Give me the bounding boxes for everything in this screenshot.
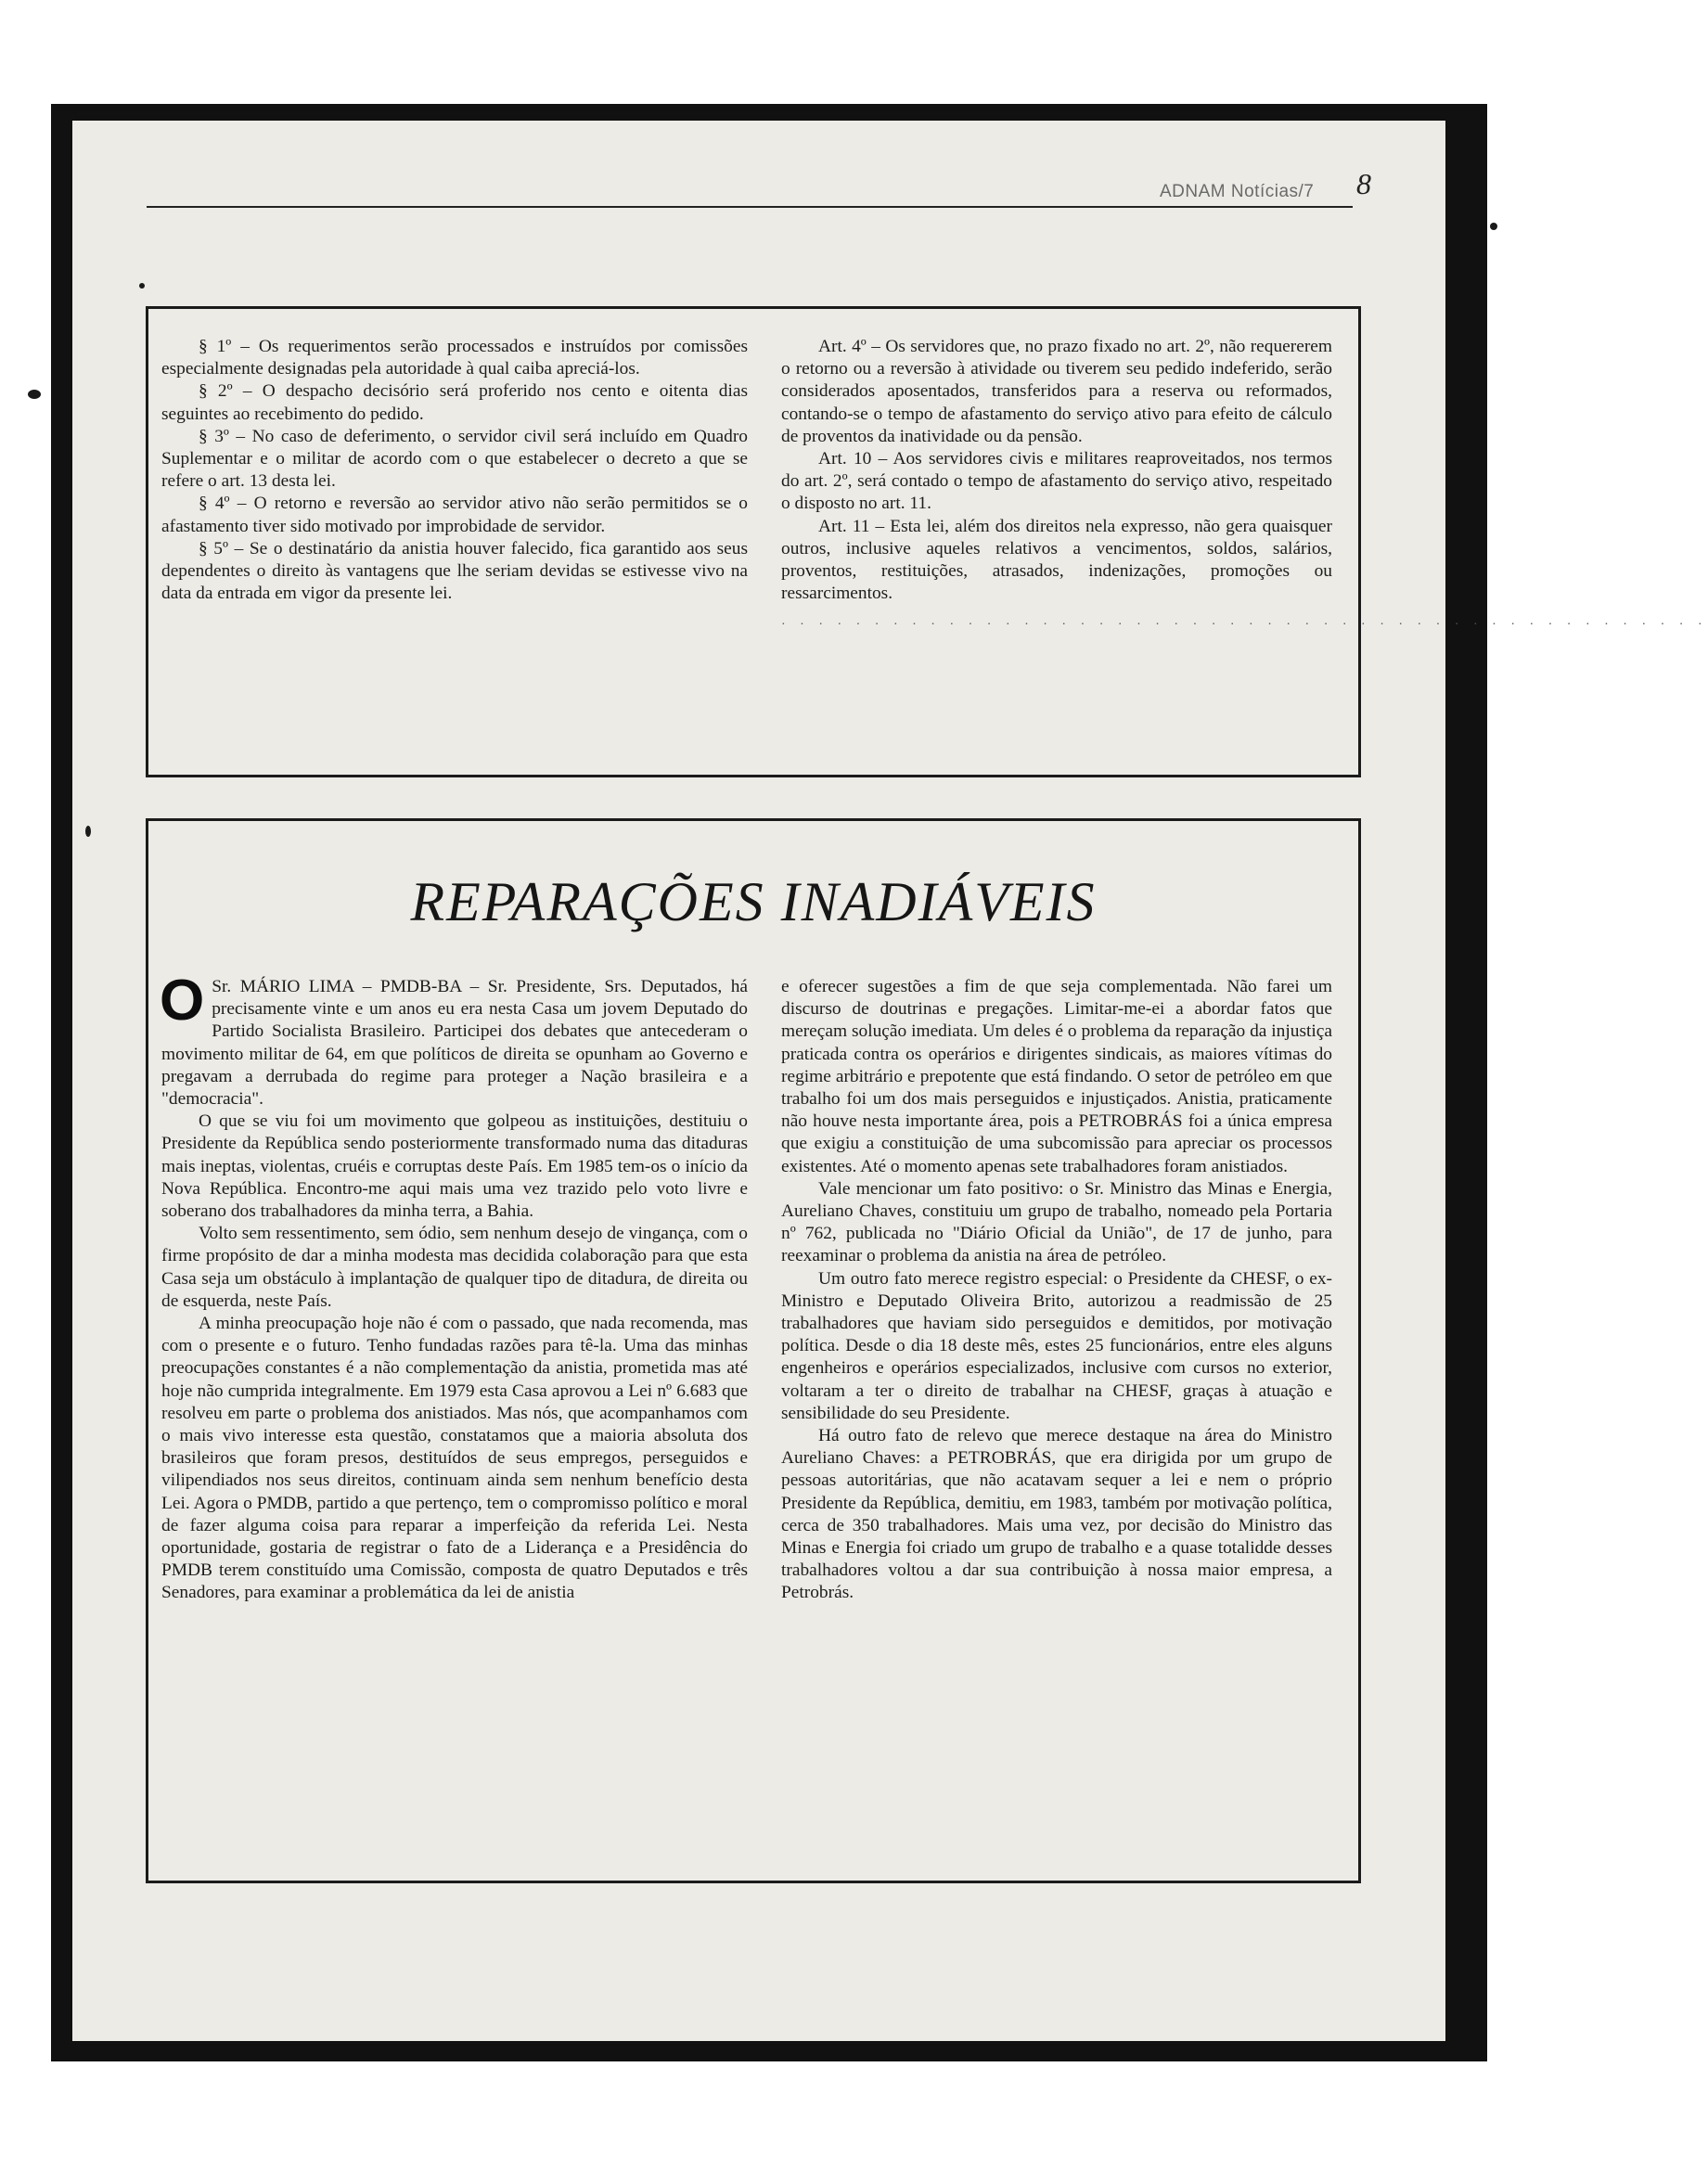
paragraph: § 3º – No caso de deferimento, o servidor civil será incluído em Quadro Suplementar e o militar de acordo com o que estabelecer o decreto a que se refere o art. 13 desta lei. — [161, 426, 748, 492]
lead-paragraph — [160, 969, 748, 1111]
lead-text: Sr. MÁRIO LIMA – PMDB-BA – Sr. Presidente, Srs. Deputados, há precisamente vinte e um anos eu era nesta Casa um jovem Deputado do Partido Socialista Brasileiro. Participei dos debates que antecederam o movimento militar de 64, em que políticos de direita se opunham ao Governo e pregavam a derrubada do regime para proteger a Nação brasileira e a "democracia". — [161, 977, 748, 1110]
paragraph: Um outro fato merece registro especial: o Presidente da CHESF, o ex-Ministro e Deputado Oliveira Brito, autorizou a readmissão de 25 trabalhadores que haviam sido perseguidos e demitidos, por motivação política. Desde o dia 18 deste mês, estes 25 funcionários, entre eles alguns engenheiros e operários especializados, inclusive com cursos no exterior, voltaram a ter o direito de trabalhar na CHESF, graças à atuação e sensibilidade do seu Presidente. — [781, 1268, 1332, 1423]
paragraph: Art. 4º – Os servidores que, no prazo fixado no art. 2º, não requererem o retorno ou a reversão à atividade ou tiverem seu pedido indeferido, serão considerados aposentados, transferidos para a reserva ou reformados, contando-se o tempo de afastamento do serviço ativo para efeito de cálculo de proventos da inatividade ou da pensão. — [781, 337, 1332, 446]
paragraph: § 2º – O despacho decisório será proferido nos cento e oitenta dias seguintes ao recebimento do pedido. — [161, 381, 748, 424]
scan-speck — [28, 390, 41, 399]
paragraph: Vale mencionar um fato positivo: o Sr. Ministro das Minas e Energia, Aureliano Chaves, constituiu um grupo de trabalho, nomeado pela Portaria nº 762, publicada no "Diário Oficial da União", de 17 de junho, para reexaminar o problema da anistia na área de petróleo. — [781, 1178, 1332, 1266]
paragraph: e oferecer sugestões a fim de que seja complementada. Não farei um discurso de doutrinas e pregações. Limitar-me-ei a abordar fatos que mereçam solução imediata. Um deles é o problema da reparação da injustiça praticada contra os operários e dirigentes sindicais, as maiores vítimas do regime arbitrário e prepotente que está findando. O setor de petróleo em que trabalho foi um dos mais perseguidos e injustiçados. Anistia, praticamente não houve nesta importante área, pois a PETROBRÁS foi a única empresa que exigiu a constituição de uma subcomissão para apreciar os processos existentes. Até o momento apenas sete trabalhadores foram anistiados. — [781, 977, 1332, 1176]
paragraph: § 5º – Se o destinatário da anistia houver falecido, fica garantido aos seus dependentes o direito às vantagens que lhe seriam devidas se estivesse vivo na data da entrada em vigor da presente lei. — [161, 538, 748, 604]
article-title: REPARAÇÕES INADIÁVEIS — [410, 871, 1097, 932]
law-excerpt-right-column — [781, 336, 1708, 637]
header-rule — [147, 206, 1353, 208]
article-left-column — [160, 969, 748, 1605]
drop-cap: O — [160, 969, 205, 1033]
paragraph: § 1º – Os requerimentos serão processados e instruídos por comissões especialmente designadas pela autoridade à qual caiba apreciá-los. — [161, 337, 748, 379]
paragraph: O que se viu foi um movimento que golpeou as instituições, destituiu o Presidente da República sendo posteriormente transformado numa das ditaduras mais ineptas, violentas, cruéis e corruptas deste País. Em 1985 tem-os o início da Nova República. Encontro-me aqui mais uma vez trazido pelo voto livre e soberano dos trabalhadores da minha terra, a Bahia. — [161, 1111, 748, 1222]
scan-speck — [139, 283, 145, 289]
page-folio: ADNAM Notícias/7 — [1160, 182, 1315, 201]
scan-speck — [1490, 223, 1497, 230]
paragraph: § 4º – O retorno e reversão ao servidor ativo não serão permitidos se o afastamento tiver sido motivado por improbidade de servidor. — [161, 494, 748, 536]
dotted-separator: · · · · · · · · · · · · · · · · · · · · · · · · · · · · · · · · · · · · · · · · · · · · · · · · · · — [781, 618, 1708, 633]
handwritten-page-mark: 8 — [1356, 167, 1371, 200]
paragraph: Art. 11 – Esta lei, além dos direitos nela expresso, não gera quaisquer outros, inclusive aqueles relativos a vencimentos, soldos, salários, proventos, restituições, atrasados, indenizações, promoções ou ressarcimentos. — [781, 516, 1332, 604]
law-excerpt-left-column — [161, 336, 748, 605]
paragraph: Volto sem ressentimento, sem ódio, sem nenhum desejo de vingança, com o firme propósito de dar a minha modesta mas decidida colaboração para que esta Casa seja um obstáculo à implantação de qualquer tipo de ditadura, de direita ou de esquerda, neste País. — [161, 1224, 748, 1311]
paragraph: A minha preocupação hoje não é com o passado, que nada recomenda, mas com o presente e o futuro. Tenho fundadas razões para tê-la. Uma das minhas preocupações constantes é a não complementação da anistia, prometida mas até hoje não cumprida integralmente. Em 1979 esta Casa aprovou a Lei nº 6.683 que resolveu em parte o problema dos anistiados. Mas nós, que acompanhamos com o mais vivo interesse esta questão, constatamos que a maioria absoluta dos brasileiros que foram presos, destituídos de seus empregos, perseguidos e vilipendiados nos seus direitos, continuam ainda sem nenhum benefício desta Lei. Agora o PMDB, partido a que pertenço, tem o compromisso político e moral de fazer alguma coisa para reparar a imperfeição da referida Lei. Nesta oportunidade, gostaria de registrar o fato de a Liderança e a Presidência do PMDB terem constituído uma Comissão, composta de quatro Deputados e três Senadores, para examinar a problemática da lei de anistia — [161, 1314, 748, 1603]
scan-speck — [85, 826, 91, 837]
paragraph: Há outro fato de relevo que merece destaque na área do Ministro Aureliano Chaves: a PETROBRÁS, que era dirigida por um grupo de pessoas autoritárias, que não acatavam sequer a lei e nem o próprio Presidente da República, demitiu, em 1983, também por motivação política, cerca de 350 trabalhadores. Mais uma vez, por decisão do Ministro das Minas e Energia foi criado um grupo de trabalho e a quase totalidde desses trabalhadores voltou a dar sua contribuição à nossa maior empresa, a Petrobrás. — [781, 1426, 1332, 1603]
article-right-column — [781, 976, 1332, 1605]
paragraph: Art. 10 – Aos servidores civis e militares reaproveitados, nos termos do art. 2º, será contado o tempo de afastamento do serviço ativo, respeitado o disposto no art. 11. — [781, 449, 1332, 514]
